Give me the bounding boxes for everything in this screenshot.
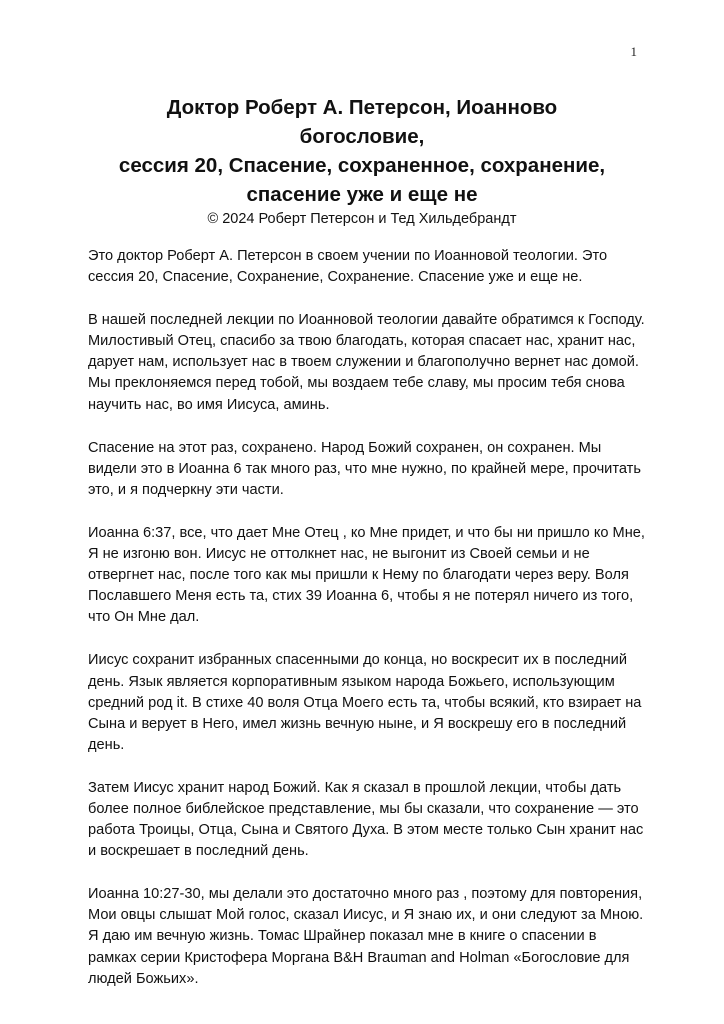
page-number: 1 <box>630 44 637 59</box>
title-line: богословие, <box>299 125 425 148</box>
title-line: спасение уже и еще не <box>246 183 478 206</box>
paragraph: Иисус сохранит избранных спасенными до конца, но воскресит их в последний день. Язык является корпоративным языком народа Божьего, использующим средний род it. В стихе 40 воля Отца Моего есть та, чтобы всякий, кто взирает на Сына и верует в Него, имел жизнь вечную ныне, и Я воскрешу его в последний день. <box>88 652 642 753</box>
title-line: сессия 20, Спасение, сохраненное, сохранение, <box>118 154 606 177</box>
copyright-notice: © 2024 Роберт Петерсон и Тед Хильдебрандт <box>207 211 517 227</box>
paragraph: Иоанна 10:27-30, мы делали это достаточно много раз , поэтому для повторения, Мои овцы слышат Мой голос, сказал Иисус, и Я знаю их, и они следуют за Мною. Я даю им вечную жизнь. Томас Шрайнер показал мне в книге о спасении в рамках серии Кристофера Моргана B&H Brauman and Holman «Богословие для людей Божьих». <box>88 886 644 987</box>
paragraph: Спасение на этот раз, сохранено. Народ Божий сохранен, он сохранен. Мы видели это в Иоанна 6 так много раз, что мне нужно, по крайней мере, прочитать это, и я подчеркну эти части. <box>88 439 641 498</box>
paragraph: Иоанна 6:37, все, что дает Мне Отец , ко Мне придет, и что бы ни пришло ко Мне, Я не изгоню вон. Иисус не оттолкнет нас, не выгонит из Своей семьи и не отвергнет нас, после того как мы пришли к Нему по благодати через веру. Воля Пославшего Меня есть та, стих 39 Иоанна 6, чтобы я не потерял ничего из того, что Он Мне дал. <box>88 524 645 626</box>
paragraph: Затем Иисус хранит народ Божий. Как я сказал в прошлой лекции, чтобы дать более полное библейское представление, мы бы сказали, что сохранение — это работа Троицы, Отца, Сына и Святого Духа. В этом месте только Сын хранит нас и воскрешает в последний день. <box>88 779 644 860</box>
paragraph: Это доктор Роберт А. Петерсон в своем учении по Иоанновой теологии. Это сессия 20, Спасение, Сохранение, Сохранение. Спасение уже и еще не. <box>88 248 608 286</box>
document-body <box>88 246 648 1012</box>
document-header <box>60 93 664 229</box>
paragraph: В нашей последней лекции по Иоанновой теологии давайте обратимся к Господу. Милостивый Отец, спасибо за твою благодать, которая спасает нас, хранит нас, дарует нам, использует нас в твоем служении и благополучно вернет нас домой. Мы преклоняемся перед тобой, мы воздаем тебе славу, мы просим тебя снова научить нас, во имя Иисуса, аминь. <box>88 312 645 413</box>
title-line: Доктор Роберт А. Петерсон, Иоанново <box>166 96 558 119</box>
